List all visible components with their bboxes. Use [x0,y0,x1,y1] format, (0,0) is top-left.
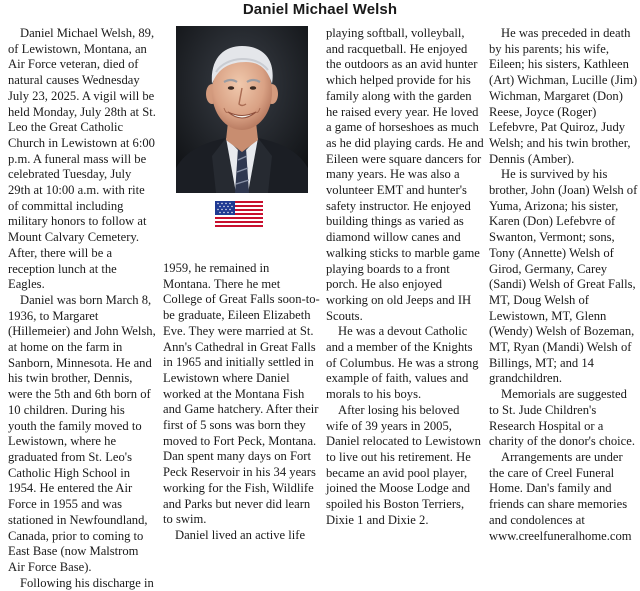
paragraph-faith: He was a devout Catholic and a member of the Knights of Columbus. He was a strong example of faith, values and morals to his boys. [326,324,479,402]
paragraph-discharge-start: Following his discharge in [20,575,154,590]
us-flag-icon [215,201,263,227]
paragraph-hobbies: playing softball, volleyball, and racquetball. He enjoyed the outdoors as an avid hunter which helped provide for his family along with the garden he raised every year. He loved a game of horseshoes as much as he did playing cards. He and Eileen were square dancers for many years. He was also a volunteer EMT and hunter's safety instructor. He enjoyed building things as varied as diamond willow canes and walking sticks to marble game playing boards to a front porch. He also enjoyed working on old Jeeps and IH Scouts. [326,26,484,323]
paragraph-survived: He is survived by his brother, John (Joan) Welsh of Yuma, Arizona; his sister, Karen (Don) Lefebvre of Swanton, Vermont; sons, Tony (Annette) Welsh of Girod, Germany, Carey (Sandi) Welsh of Great Falls, MT, Doug Welsh of Lewistown, MT, Glenn (Wendy) Welsh of Bozeman, MT, Ryan (Mandi) Welsh of Billings, MT; and 14 grandchildren. [489,167,638,386]
paragraph-active-life-start: Daniel lived an active life [175,527,306,542]
paragraph-montana-life: 1959, he remained in Montana. There he met College of Great Falls soon-to-be graduate, Eileen Elizabeth Eve. They were married at St. Ann's Cathedral in Great Falls in 1965 and initially settled in Lewistown where Daniel worked at the Montana Fish and Game hatchery. After their first of 5 sons was born they moved to Fort Peck, Montana. Dan spent many days on Fort Peck Reservoir in his 34 years working for the Fish, Wildlife and Parks but never did learn to swim. [163,261,320,527]
column-1 [8,26,156,591]
paragraph-preceded: He was preceded in death by his parents; his wife, Eileen; his sisters, Kathleen (Art) Wichman, Lucille (Jim) Wichman, Margaret (Don) Reese, Joyce (Roger) Lefebvre, Pat Quiroz, Judy Welsh; and his twin brother, Dennis (Amber). [489,26,638,166]
paragraph-arrangements: Arrangements are under the care of Creel Funeral Home. Dan's family and friends can share memories and condolences at www.creelfuneralhome.com [489,449,632,543]
column-2 [163,261,320,544]
paragraph-memorials: Memorials are suggested to St. Jude Children's Research Hospital or a charity of the donor's choice. [489,387,635,449]
portrait-photo [176,26,308,193]
paragraph-early-life: Daniel was born March 8, 1936, to Margaret (Hillemeier) and John Welsh, at home on the farm in Sanborn, Minnesota. He and his twin brother, Dennis, were the 5th and 6th born of 10 children. During his youth the family moved to Lewistown, where he graduated from St. Leo's Catholic High School in 1954. He entered the Air Force in 1955 and was stationed in Newfoundland, Canada, prior to coming to East Base (now Malstrom Air Force Base). [8,292,156,574]
paragraph-retirement: After losing his beloved wife of 39 years in 2005, Daniel relocated to Lewistown to live out his retirement. He became an avid pool player, joined the Moose Lodge and spoiled his Boston Terriers, Dixie 1 and Dixie 2. [326,402,481,527]
obituary-title: Daniel Michael Welsh [242,1,398,18]
paragraph-announcement: Daniel Michael Welsh, 89, of Lewistown, Montana, an Air Force veteran, died of natural causes Wednesday July 23, 2025. A vigil will be held Monday, July 28th at St. Leo the Great Catholic Church in Lewistown at 6:00 p.m. A funeral mass will be celebrated Tuesday, July 29th at 10:00 a.m. with rite of committal including military honors to follow at Mount Calvary Cemetery. After, there will be a reception lunch at the Eagles. [8,26,156,292]
column-4 [489,26,639,544]
column-3 [326,26,484,529]
